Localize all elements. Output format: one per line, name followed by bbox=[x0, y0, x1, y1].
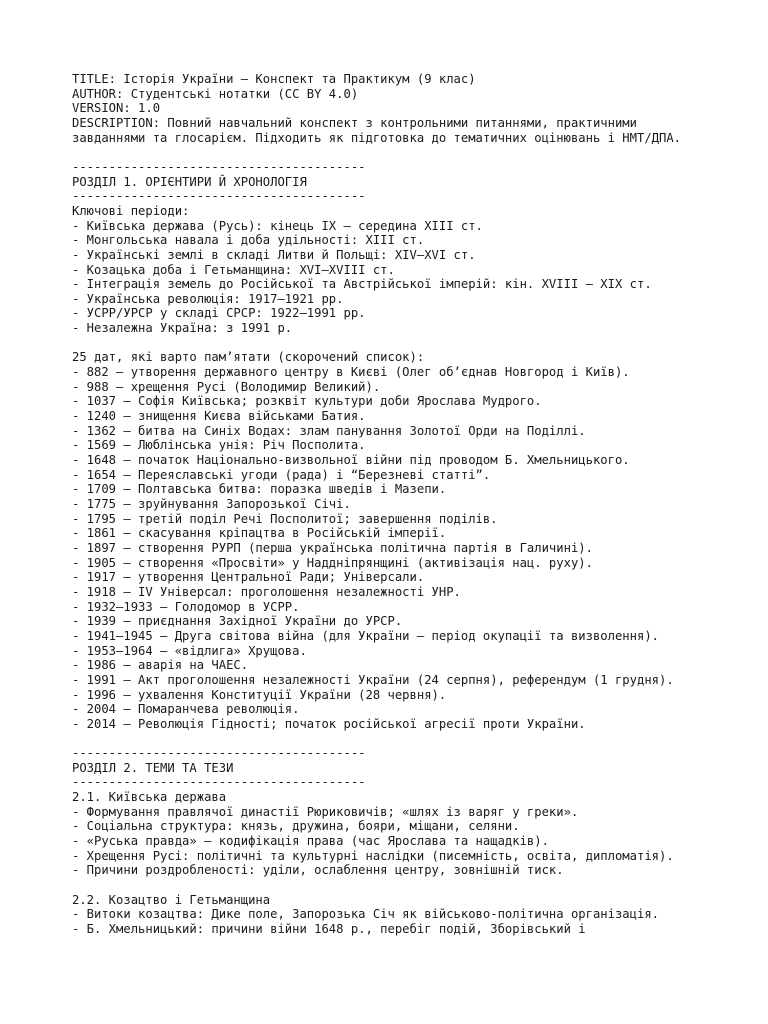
list-item: - Інтеграція земель до Російської та Австрійської імперій: кін. XVIII — XIX ст. bbox=[72, 277, 652, 292]
divider: ---------------------------------------- bbox=[72, 189, 366, 204]
doc-title: TITLE: Історія України — Конспект та Практикум (9 клас) bbox=[72, 72, 476, 86]
list-item: - 1996 — ухвалення Конституції України (28 червня). bbox=[72, 687, 447, 702]
list-item: - 1897 — створення РУРП (перша українська політична партія в Галичині). bbox=[72, 540, 593, 555]
list-item: - Хрещення Русі: політичні та культурні наслідки (писемність, освіта, дипломатія). bbox=[72, 848, 674, 863]
list-item: - Київська держава (Русь): кінець IX — середина XIII ст. bbox=[72, 218, 483, 233]
list-item: - 2014 — Революція Гідності; початок російської агресії проти України. bbox=[72, 716, 586, 731]
list-item: - УСРР/УРСР у складі СРСР: 1922—1991 рр. bbox=[72, 306, 366, 321]
blank-line bbox=[72, 336, 752, 351]
list-item: - 1905 — створення «Просвіти» у Наддніпрянщині (активізація нац. руху). bbox=[72, 555, 593, 570]
section-2-title: РОЗДІЛ 2. ТЕМИ ТА ТЕЗИ bbox=[72, 760, 234, 775]
list-item: - 1918 — IV Універсал: проголошення незалежності УНР. bbox=[72, 584, 461, 599]
list-item: - 1932–1933 — Голодомор в УСРР. bbox=[72, 599, 300, 614]
list-item: - Козацька доба і Гетьманщина: XVI—XVIII ст. bbox=[72, 262, 395, 277]
list-item: - 1917 — утворення Центральної Ради; Універсали. bbox=[72, 570, 425, 585]
blank-line bbox=[72, 878, 752, 893]
list-item: - Незалежна Україна: з 1991 р. bbox=[72, 321, 293, 336]
list-item: - Соціальна структура: князь, дружина, бояри, міщани, селяни. bbox=[72, 819, 520, 834]
list-item: - 988 — хрещення Русі (Володимир Великий). bbox=[72, 379, 381, 394]
list-item: - 1795 — третій поділ Речі Посполитої; завершення поділів. bbox=[72, 511, 498, 526]
divider: ---------------------------------------- bbox=[72, 159, 366, 174]
list-item: - Монгольська навала і доба удільності: XIII ст. bbox=[72, 233, 425, 248]
list-item: - 1240 — знищення Києва військами Батия. bbox=[72, 409, 366, 424]
doc-version: VERSION: 1.0 bbox=[72, 101, 161, 116]
doc-description-line-1: DESCRIPTION: Повний навчальний конспект з контрольними питаннями, практичними bbox=[72, 115, 637, 130]
periods-list bbox=[72, 219, 752, 336]
divider: ---------------------------------------- bbox=[72, 775, 366, 790]
blank-line bbox=[72, 732, 752, 747]
doc-description-line-2: завданнями та глосарієм. Підходить як підготовка до тематичних оцінювань і НМТ/ДПА. bbox=[72, 130, 682, 145]
list-item: - 1569 — Люблінська унія: Річ Посполита. bbox=[72, 438, 366, 453]
list-item: - 1654 — Переяславські угоди (рада) і “Березневі статті”. bbox=[72, 467, 491, 482]
subsection-heading: 2.2. Козацтво і Гетьманщина bbox=[72, 892, 271, 907]
divider: ---------------------------------------- bbox=[72, 746, 366, 761]
subsection-list bbox=[72, 805, 752, 878]
list-item: - 1861 — скасування кріпацтва в Російській імперії. bbox=[72, 526, 447, 541]
list-item: - Українські землі в складі Литви й Польщі: XIV—XVI ст. bbox=[72, 247, 476, 262]
list-item: - 1986 — аварія на ЧАЕС. bbox=[72, 658, 249, 673]
subsection-list bbox=[72, 907, 752, 936]
list-item: - Витоки козацтва: Дике поле, Запорозька Січ як військово-політична організація. bbox=[72, 907, 659, 922]
list-item: - 1991 — Акт проголошення незалежності України (24 серпня), референдум (1 грудня). bbox=[72, 672, 674, 687]
periods-heading: Ключові періоди: bbox=[72, 203, 190, 218]
list-item: - 1362 — битва на Синіх Водах: злам панування Золотої Орди на Поділлі. bbox=[72, 423, 586, 438]
doc-author: AUTHOR: Студентські нотатки (CC BY 4.0) bbox=[72, 86, 359, 101]
list-item: - Українська революція: 1917—1921 рр. bbox=[72, 291, 344, 306]
subsection-heading: 2.1. Київська держава bbox=[72, 790, 227, 805]
list-item: - Б. Хмельницький: причини війни 1648 р., перебіг подій, Зборівський і bbox=[72, 922, 586, 936]
document-text bbox=[72, 72, 752, 937]
list-item: - «Руська правда» — кодифікація права (час Ярослава та нащадків). bbox=[72, 834, 549, 849]
list-item: - 1037 — Софія Київська; розквіт культури доби Ярослава Мудрого. bbox=[72, 394, 542, 409]
dates-heading: 25 дат, які варто пам’ятати (скорочений список): bbox=[72, 350, 425, 365]
list-item: - 1941–1945 — Друга світова війна (для України — період окупації та визволення). bbox=[72, 628, 659, 643]
list-item: - 1648 — початок Національно-визвольної війни під проводом Б. Хмельницького. bbox=[72, 453, 630, 468]
blank-line bbox=[72, 145, 752, 160]
section-1-title: РОЗДІЛ 1. ОРІЄНТИРИ Й ХРОНОЛОГІЯ bbox=[72, 174, 307, 189]
list-item: - 2004 — Помаранчева революція. bbox=[72, 702, 300, 717]
list-item: - 1953–1964 — «відлига» Хрущова. bbox=[72, 643, 307, 658]
list-item: - 882 — утворення державного центру в Києві (Олег об’єднав Новгород і Київ). bbox=[72, 365, 630, 380]
list-item: - 1775 — зруйнування Запорозької Січі. bbox=[72, 497, 351, 511]
dates-list bbox=[72, 365, 752, 731]
list-item: - 1939 — приєднання Західної України до УРСР. bbox=[72, 614, 403, 629]
list-item: - 1709 — Полтавська битва: поразка шведів і Мазепи. bbox=[72, 482, 447, 497]
list-item: - Причини роздробленості: уділи, ослаблення центру, зовнішній тиск. bbox=[72, 863, 564, 878]
list-item: - Формування правлячої династії Рюриковичів; «шлях із варяг у греки». bbox=[72, 804, 579, 819]
